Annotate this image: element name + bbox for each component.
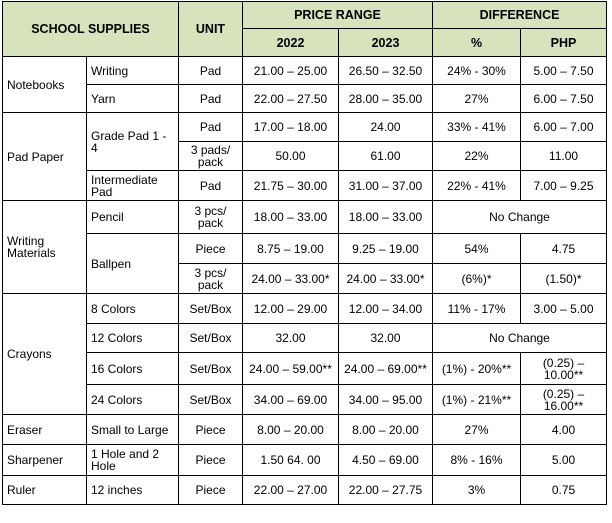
diff-php-cell: 5.00 [521, 445, 607, 476]
table-row [3, 113, 607, 142]
unit-cell: Pad [179, 171, 243, 201]
diff-php-cell: (1.50)* [521, 264, 607, 294]
table-row [3, 294, 607, 324]
price-2023-cell: 61.00 [339, 142, 433, 171]
item-cell: 8 Colors [87, 294, 179, 324]
category-ruler: Ruler [3, 476, 87, 505]
category-pad-paper: Pad Paper [3, 113, 87, 201]
price-2022-cell: 8.00 – 20.00 [243, 415, 339, 445]
price-2023-cell: 34.00 – 95.00 [339, 385, 433, 415]
diff-php-cell: 5.00 – 7.50 [521, 57, 607, 85]
price-2022-cell: 22.00 – 27.00 [243, 476, 339, 505]
diff-php-cell: 3.00 – 5.00 [521, 294, 607, 324]
price-2023-cell: 12.00 – 34.00 [339, 294, 433, 324]
table-row [3, 171, 607, 201]
diff-php-cell: 0.75 [521, 476, 607, 505]
category-writing-materials: Writing Materials [3, 201, 87, 294]
unit-cell: Set/Box [179, 353, 243, 385]
unit-cell: Set/Box [179, 385, 243, 415]
unit-cell: Piece [179, 445, 243, 476]
item-cell: 1 Hole and 2 Hole [87, 445, 179, 476]
item-cell: Writing [87, 57, 179, 85]
price-2022-cell: 32.00 [243, 324, 339, 353]
unit-cell: Pad [179, 85, 243, 113]
unit-cell: Pad [179, 57, 243, 85]
diff-percent-cell: 8% - 16% [433, 445, 521, 476]
diff-percent-cell: 33% - 41% [433, 113, 521, 142]
header-school-supplies: SCHOOL SUPPLIES [3, 2, 179, 57]
price-2022-cell: 21.75 – 30.00 [243, 171, 339, 201]
table-row [3, 476, 607, 505]
item-cell: Grade Pad 1 - 4 [87, 113, 179, 171]
item-cell: 16 Colors [87, 353, 179, 385]
price-2022-cell: 22.00 – 27.50 [243, 85, 339, 113]
category-sharpener: Sharpener [3, 445, 87, 476]
table-row [3, 445, 607, 476]
item-cell: 12 Colors [87, 324, 179, 353]
school-supplies-price-table [2, 1, 607, 505]
price-2023-cell: 24.00 – 69.00** [339, 353, 433, 385]
price-2023-cell: 22.00 – 27.75 [339, 476, 433, 505]
header-php: PHP [521, 29, 607, 57]
table-row [3, 415, 607, 445]
price-2023-cell: 32.00 [339, 324, 433, 353]
category-notebooks: Notebooks [3, 57, 87, 113]
category-crayons: Crayons [3, 294, 87, 415]
price-2022-cell: 50.00 [243, 142, 339, 171]
diff-percent-cell: (1%) - 20%** [433, 353, 521, 385]
diff-percent-cell: (1%) - 21%** [433, 385, 521, 415]
table-row [3, 201, 607, 234]
unit-cell: Pad [179, 113, 243, 142]
table-row [3, 385, 607, 415]
diff-percent-cell: 3% [433, 476, 521, 505]
table-row [3, 85, 607, 113]
price-2023-cell: 8.00 – 20.00 [339, 415, 433, 445]
header-2023: 2023 [339, 29, 433, 57]
unit-cell: 3 pcs/ pack [179, 201, 243, 234]
price-2022-cell: 34.00 – 69.00 [243, 385, 339, 415]
header-2022: 2022 [243, 29, 339, 57]
diff-percent-cell: 27% [433, 415, 521, 445]
price-2023-cell: 24.00 – 33.00* [339, 264, 433, 294]
price-2022-cell: 17.00 – 18.00 [243, 113, 339, 142]
unit-cell: Piece [179, 415, 243, 445]
table-row [3, 57, 607, 85]
diff-percent-cell: 54% [433, 234, 521, 264]
item-cell: Yarn [87, 85, 179, 113]
price-2023-cell: 9.25 – 19.00 [339, 234, 433, 264]
table-row [3, 353, 607, 385]
diff-percent-cell: 24% - 30% [433, 57, 521, 85]
diff-percent-cell: 22% - 41% [433, 171, 521, 201]
diff-php-cell: 11.00 [521, 142, 607, 171]
price-2022-cell: 8.75 – 19.00 [243, 234, 339, 264]
unit-cell: Set/Box [179, 294, 243, 324]
header-unit: UNIT [179, 2, 243, 57]
item-cell: Small to Large [87, 415, 179, 445]
diff-no-change-cell: No Change [433, 201, 607, 234]
header-price-range: PRICE RANGE [243, 2, 433, 29]
unit-cell: 3 pcs/ pack [179, 264, 243, 294]
price-2023-cell: 26.50 – 32.50 [339, 57, 433, 85]
diff-percent-cell: 27% [433, 85, 521, 113]
diff-percent-cell: 22% [433, 142, 521, 171]
diff-php-cell: 6.00 – 7.50 [521, 85, 607, 113]
diff-php-cell: 7.00 – 9.25 [521, 171, 607, 201]
diff-php-cell: 6.00 – 7.00 [521, 113, 607, 142]
price-2023-cell: 4.50 – 69.00 [339, 445, 433, 476]
item-cell: 24 Colors [87, 385, 179, 415]
unit-cell: Piece [179, 476, 243, 505]
price-2023-cell: 18.00 – 33.00 [339, 201, 433, 234]
diff-php-cell: (0.25) – 16.00** [521, 385, 607, 415]
unit-cell: 3 pads/ pack [179, 142, 243, 171]
price-2022-cell: 24.00 – 59.00** [243, 353, 339, 385]
unit-cell: Piece [179, 234, 243, 264]
price-2022-cell: 21.00 – 25.00 [243, 57, 339, 85]
price-2023-cell: 24.00 [339, 113, 433, 142]
price-2023-cell: 31.00 – 37.00 [339, 171, 433, 201]
diff-php-cell: 4.00 [521, 415, 607, 445]
item-cell: 12 inches [87, 476, 179, 505]
diff-no-change-cell: No Change [433, 324, 607, 353]
diff-percent-cell: 11% - 17% [433, 294, 521, 324]
price-2022-cell: 24.00 – 33.00* [243, 264, 339, 294]
price-2022-cell: 18.00 – 33.00 [243, 201, 339, 234]
diff-php-cell: 4.75 [521, 234, 607, 264]
item-cell: Ballpen [87, 234, 179, 294]
category-eraser: Eraser [3, 415, 87, 445]
price-2022-cell: 1.50 64. 00 [243, 445, 339, 476]
item-cell: Pencil [87, 201, 179, 234]
price-2023-cell: 28.00 – 35.00 [339, 85, 433, 113]
header-percent: % [433, 29, 521, 57]
table-row [3, 324, 607, 353]
header-difference: DIFFERENCE [433, 2, 607, 29]
diff-percent-cell: (6%)* [433, 264, 521, 294]
unit-cell: Set/Box [179, 324, 243, 353]
diff-php-cell: (0.25) – 10.00** [521, 353, 607, 385]
item-cell: Intermediate Pad [87, 171, 179, 201]
table-row [3, 234, 607, 264]
price-2022-cell: 12.00 – 29.00 [243, 294, 339, 324]
